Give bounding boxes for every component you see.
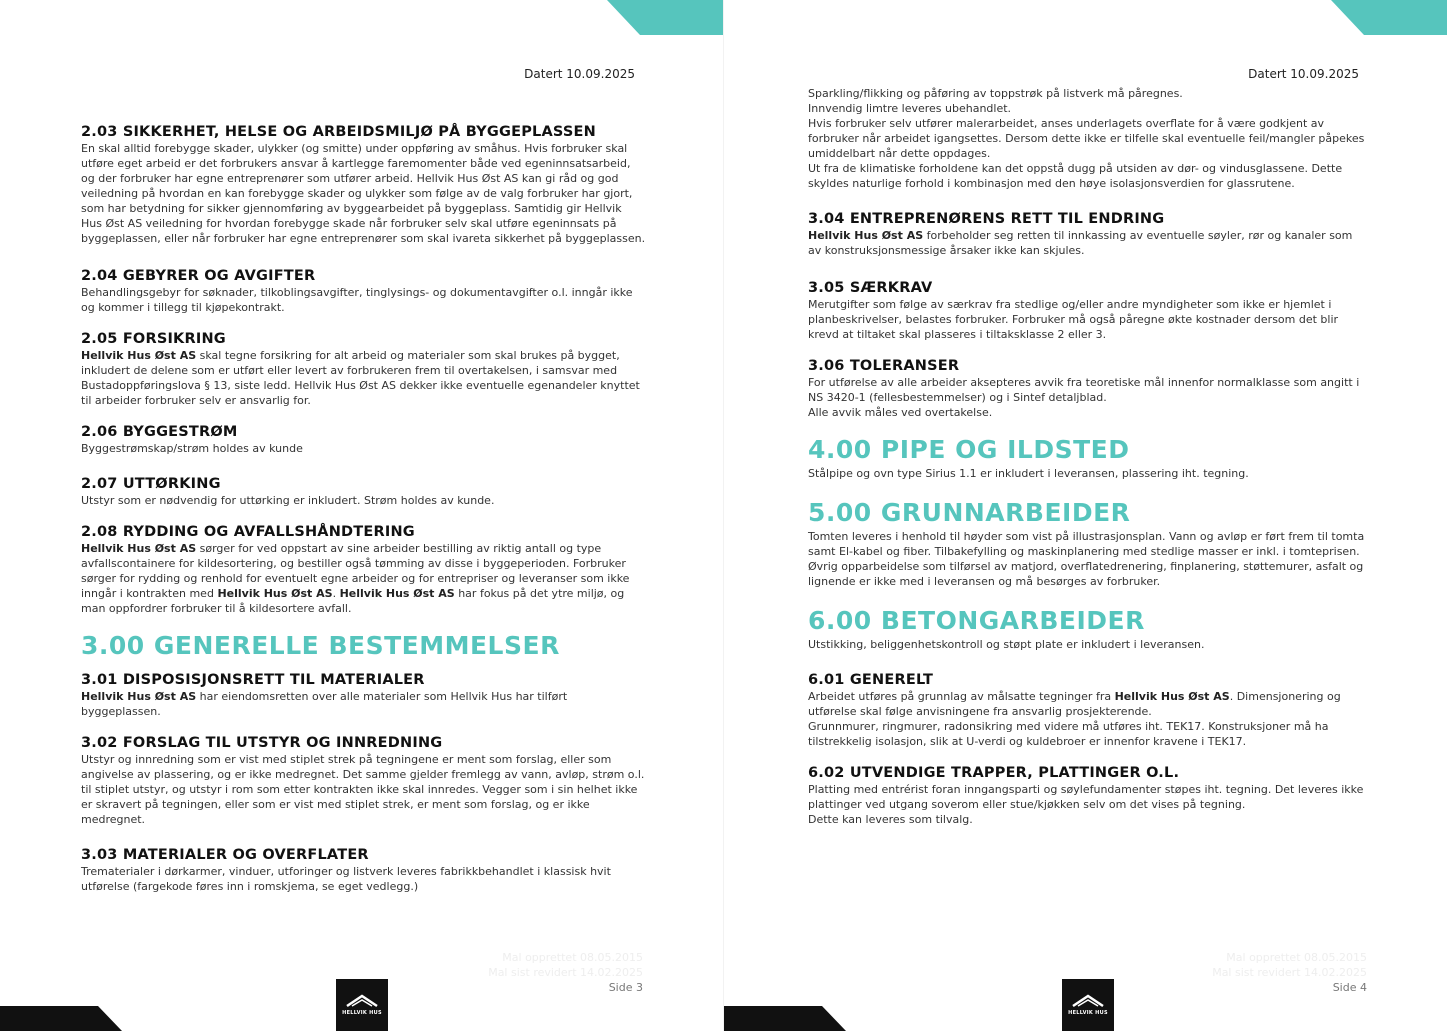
section-body: Platting med entrérist foran inngangsparti og søylefundamenter støpes iht. tegning. Det leveres ikke plattinger ved utgang soverom eller stue/kjøkken selv om det vises på tegning. Dette kan leveres som tilvalg.	[808, 783, 1364, 826]
section-body: Behandlingsgebyr for søknader, tilkoblingsavgifter, tinglysings- og dokumentavgifter o.l. inngår ikke og kommer i tillegg til kjøpekontrakt.	[81, 286, 633, 314]
page-content	[808, 86, 1368, 843]
section-2-03	[81, 124, 646, 246]
section-title: 3.05 SÆRKRAV	[808, 280, 933, 296]
section-title: 2.06 BYGGESTRØM	[81, 424, 238, 440]
template-revised: Mal sist revidert 14.02.2025	[488, 966, 643, 979]
section-title: 6.01 GENERELT	[808, 672, 934, 688]
section-title: 3.06 TOLERANSER	[808, 358, 960, 374]
section-title: 2.03 SIKKERHET, HELSE OG ARBEIDSMILJØ PÅ BYGGEPLASSEN	[81, 124, 596, 140]
section-3-05	[808, 280, 1368, 342]
corner-accent-bottom	[724, 1006, 846, 1031]
template-revised: Mal sist revidert 14.02.2025	[1212, 966, 1367, 979]
page-number: Side 4	[1332, 981, 1367, 994]
chapter-heading-6-00: 6.00 BETONGARBEIDER	[808, 606, 1145, 635]
section-3-02	[81, 735, 646, 827]
section-3-03	[81, 847, 646, 894]
section-title: 2.04 GEBYRER OG AVGIFTER	[81, 268, 316, 284]
dated-label: Datert 10.09.2025	[1248, 67, 1359, 81]
page-3	[0, 0, 723, 1031]
section-body: Merutgifter som følge av særkrav fra stedlige og/eller andre myndigheter som ikke er hjemlet i planbeskrivelser, belastes forbruker. Forbruker må også påregne økte kostnader dersom det blir krevd at tiltaket skal plasseres i tiltaksklasse 2 eller 3.	[808, 298, 1339, 341]
section-body: Hellvik Hus Øst AS sørger for ved oppstart av sine arbeider bestilling av riktig antall og type avfallscontainere for kildesortering, og bestiller også tømming av disse i byggeperioden. Forbruker sørger for rydding og renhold for eventuelt egne arbeider og for entrepriser og leveranser som ikke inngår i kontrakten med Hellvik Hus Øst AS. Hellvik Hus Øst AS har fokus på det ytre miljø, og man oppfordrer forbruker til å kildesortere avfall.	[81, 542, 630, 615]
logo-text: HELLVIK HUS	[1068, 1010, 1108, 1016]
template-created: Mal opprettet 08.05.2015	[1226, 951, 1367, 964]
section-body: Byggestrømskap/strøm holdes av kunde	[81, 442, 303, 455]
section-6-01	[808, 672, 1368, 749]
section-title: 3.02 FORSLAG TIL UTSTYR OG INNREDNING	[81, 735, 443, 751]
section-body: Stålpipe og ovn type Sirius 1.1 er inkludert i leveransen, plassering iht. tegning.	[808, 467, 1249, 480]
chapter-heading-3-00: 3.00 GENERELLE BESTEMMELSER	[81, 631, 560, 660]
section-body: Tomten leveres i henhold til høyder som vist på illustrasjonsplan. Vann og avløp er ført frem til tomta samt El-kabel og fiber. Tilbakefylling og maskinplanering med stedlige masser er inkl. i tomteprisen. Øvrig opparbeidelse som tilførsel av matjord, overflatedrenering, finplanering, støttemurer, asfalt og lignende er ikke med i leveransen og må besørges av forbruker.	[808, 530, 1365, 588]
hellvik-hus-logo	[1062, 979, 1114, 1031]
section-2-08	[81, 524, 646, 616]
corner-accent-top	[1331, 0, 1447, 35]
section-body: Utstyr som er nødvendig for uttørking er inkludert. Strøm holdes av kunde.	[81, 494, 495, 507]
section-title: 6.02 UTVENDIGE TRAPPER, PLATTINGER O.L.	[808, 765, 1180, 781]
section-title: 3.01 DISPOSISJONSRETT TIL MATERIALER	[81, 672, 425, 688]
template-created: Mal opprettet 08.05.2015	[502, 951, 643, 964]
section-body: Sparkling/flikking og påføring av toppstrøk på listverk må påregnes. Innvendig limtre leveres ubehandlet. Hvis forbruker selv utfører malerarbeidet, anses underlagets overflate for å være godkjent av forbruker når arbeidet igangsettes. Dersom dette ikke er tilfelle skal eventuelle feil/mangler påpekes umiddelbart når dette oppdages. Ut fra de klimatiske forholdene kan det oppstå dugg på utsiden av dør- og vindusglassene. Dette skyldes naturlige forhold i kombinasjon med den høye isolasjonsverdien for glassrutene.	[808, 87, 1365, 190]
page-number: Side 3	[608, 981, 643, 994]
dated-label: Datert 10.09.2025	[524, 67, 635, 81]
house-roof-icon	[1071, 994, 1105, 1008]
section-3-03-continued	[808, 86, 1368, 191]
chapter-heading-5-00: 5.00 GRUNNARBEIDER	[808, 498, 1131, 527]
section-6-00-body	[808, 637, 1368, 652]
section-title: 2.08 RYDDING OG AVFALLSHÅNDTERING	[81, 524, 415, 540]
section-title: 2.07 UTTØRKING	[81, 476, 221, 492]
section-2-07	[81, 476, 646, 508]
section-4-00-body	[808, 466, 1368, 481]
chapter-heading-4-00: 4.00 PIPE OG ILDSTED	[808, 435, 1130, 464]
section-title: 3.03 MATERIALER OG OVERFLATER	[81, 847, 369, 863]
section-body: Trematerialer i dørkarmer, vinduer, utforinger og listverk leveres fabrikkbehandlet i klassisk hvit utførelse (fargekode føres inn i romskjema, se eget vedlegg.)	[81, 865, 611, 893]
section-2-05	[81, 331, 646, 408]
section-6-02	[808, 765, 1368, 827]
section-body: Arbeidet utføres på grunnlag av målsatte tegninger fra Hellvik Hus Øst AS. Dimensjonering og utførelse skal følge anvisningene fra ansvarlig prosjekterende. Grunnmurer, ringmurer, radonsikring med videre må utføres iht. TEK17. Konstruksjoner må ha tilstrekkelig isolasjon, slik at U-verdi og kuldebroer er innenfor kravene i TEK17.	[808, 690, 1341, 748]
page-footer	[488, 950, 643, 995]
section-body: Hellvik Hus Øst AS forbeholder seg retten til innkassing av eventuelle søyler, rør og kanaler som av konstruksjonsmessige årsaker ikke kan skjules.	[808, 229, 1353, 257]
section-3-04	[808, 211, 1368, 258]
section-body: En skal alltid forebygge skader, ulykker (og smitte) under oppføring av småhus. Hvis forbruker skal utføre eget arbeid er det forbrukers ansvar å kartlegge faremomenter både ved egeninnsatsarbeid, og der forbruker har egne entreprenører som utfører arbeid. Hellvik Hus Øst AS kan gi råd og god veiledning på hvordan en kan forebygge skader og ulykker som følge av de valg forbruker har gjort, som har betydning for sikker gjennomføring av byggearbeidet på byggeplass. Samtidig gir Hellvik Hus Øst AS veiledning for hvordan forebygge skade når forbruker selv skal utføre egeninnsats på byggeplassen, eller når forbruker har egne entreprenører som skal ivareta sikkerhet på byggeplassen.	[81, 142, 646, 245]
corner-accent-top	[607, 0, 723, 35]
corner-accent-bottom	[0, 1006, 122, 1031]
company-name: Hellvik Hus Øst AS	[81, 349, 197, 362]
section-body: For utførelse av alle arbeider aksepteres avvik fra teoretiske mål innenfor normalklasse som angitt i NS 3420-1 (fellesbestemmelser) og i Sintef detaljblad. Alle avvik måles ved overtakelse.	[808, 376, 1360, 419]
logo-text: HELLVIK HUS	[342, 1010, 382, 1016]
section-2-06	[81, 424, 646, 456]
section-title: 3.04 ENTREPRENØRENS RETT TIL ENDRING	[808, 211, 1165, 227]
section-5-00-body	[808, 529, 1368, 589]
section-3-06	[808, 358, 1368, 420]
section-body: Hellvik Hus Øst AS skal tegne forsikring for alt arbeid og materialer som skal brukes på bygget, inkludert de delene som er utført eller levert av forbrukeren frem til overtakelsen, i samsvar med Bustadoppføringslova § 13, siste ledd. Hellvik Hus Øst AS dekker ikke eventuelle egenandeler knyttet til arbeider forbruker selv er ansvarlig for.	[81, 349, 640, 407]
section-3-01	[81, 672, 646, 719]
page-footer	[1212, 950, 1367, 995]
section-body: Hellvik Hus Øst AS har eiendomsretten over alle materialer som Hellvik Hus har tilført byggeplassen.	[81, 690, 568, 718]
section-2-04	[81, 268, 646, 315]
section-title: 2.05 FORSIKRING	[81, 331, 226, 347]
house-roof-icon	[345, 994, 379, 1008]
section-body: Utstyr og innredning som er vist med stiplet strek på tegningene er ment som forslag, eller som angivelse av plassering, og er ikke medregnet. Det samme gjelder fremlegg av vann, avløp, strøm o.l. til stiplet utstyr, og utstyr i rom som etter kontrakten ikke skal innredes. Vegger som i sin helhet ikke er skravert på tegningen, eller som er vist med stiplet strek, er ment som forslag, og er ikke medregnet.	[81, 753, 645, 826]
page-content	[81, 86, 646, 910]
hellvik-hus-logo	[336, 979, 388, 1031]
section-body: Utstikking, beliggenhetskontroll og støpt plate er inkludert i leveransen.	[808, 638, 1205, 651]
page-4	[723, 0, 1447, 1031]
